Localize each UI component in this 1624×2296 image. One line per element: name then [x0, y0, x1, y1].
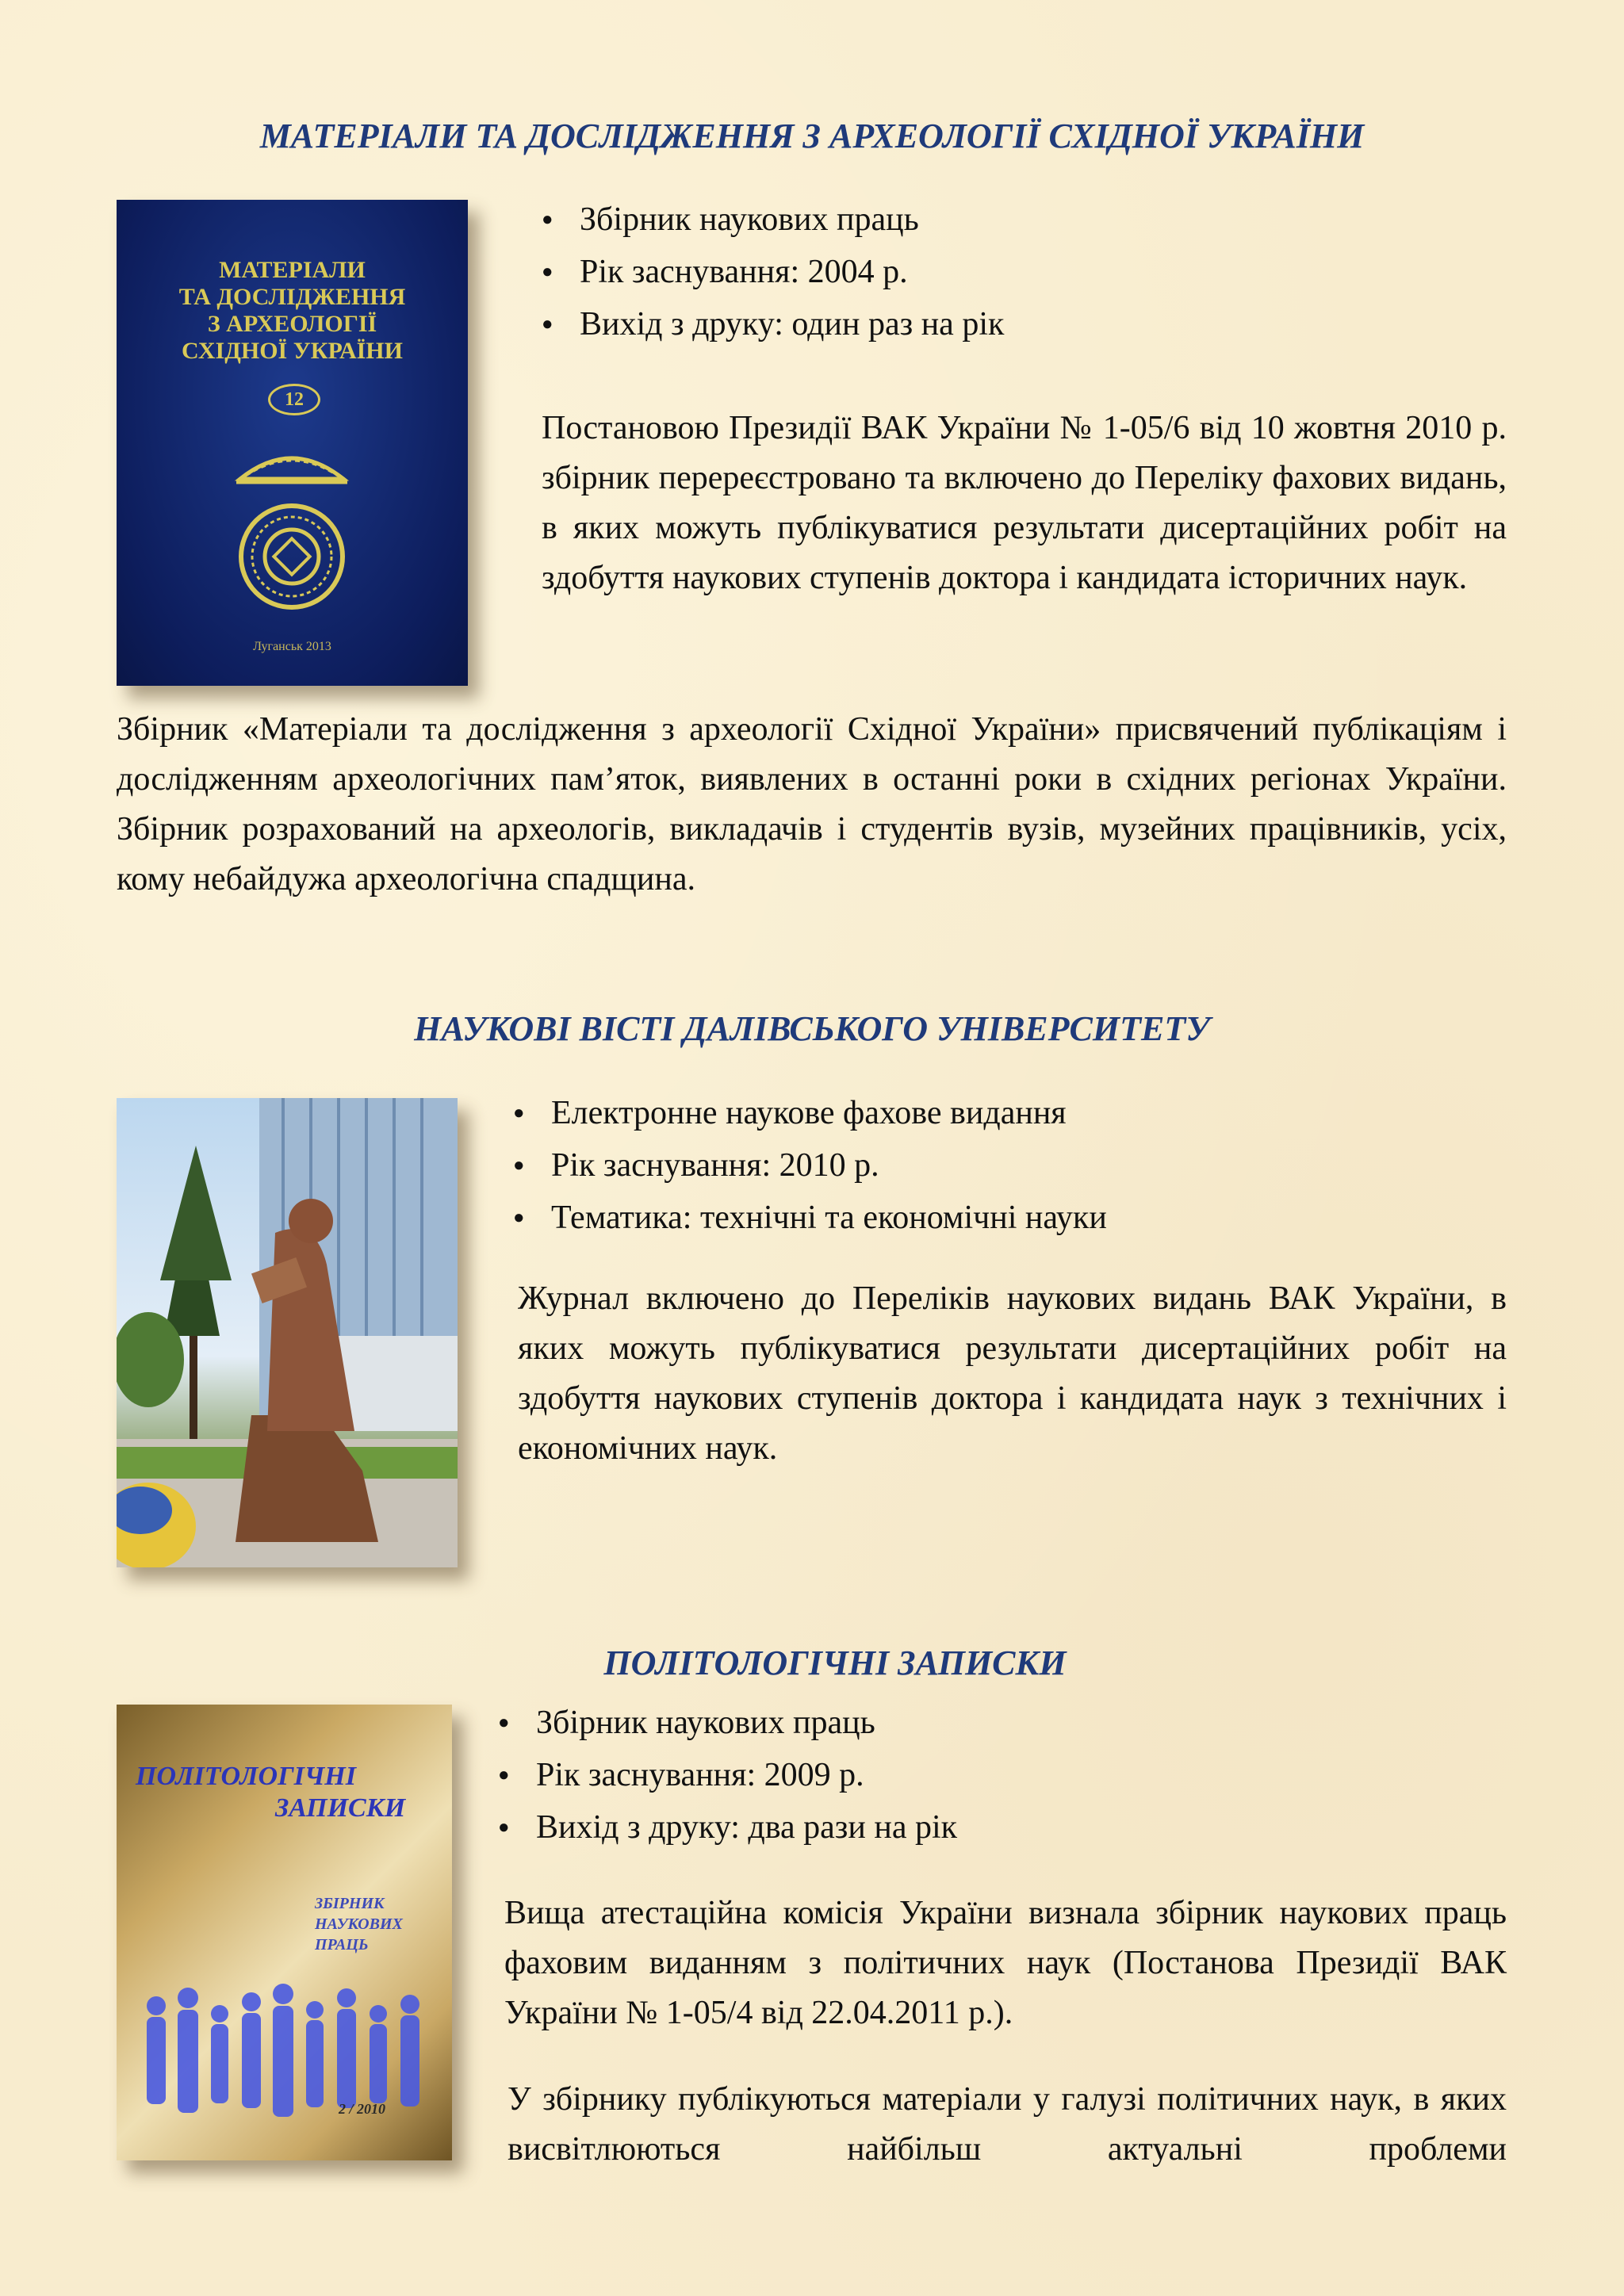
- cover-subtitle-line: НАУКОВИХ: [315, 1915, 403, 1933]
- list-item: ● Тематика: технічні та економічні науки: [513, 1192, 1107, 1244]
- cover-issue: 2 / 2010: [339, 2101, 386, 2117]
- section2-title: НАУКОВІ ВІСТІ ДАЛІВСЬКОГО УНІВЕРСИТЕТУ: [414, 1009, 1210, 1048]
- cover-title-line: ЗАПИСКИ: [275, 1793, 406, 1823]
- cover-subtitle-line: ЗБІРНИК: [315, 1895, 385, 1912]
- list-item: ● Рік заснування: 2004 р.: [542, 246, 1004, 298]
- list-item: ● Електронне наукове фахове видання: [513, 1087, 1107, 1139]
- cover-issue-badge: [268, 384, 320, 415]
- cover-subtitle-line: ПРАЦЬ: [315, 1936, 369, 1954]
- cover-title-line: СХІДНОЇ УКРАЇНИ: [182, 338, 403, 364]
- cover-footer: Луганськ 2013: [253, 640, 331, 653]
- list-item: ● Вихід з друку: один раз на рік: [542, 298, 1004, 350]
- list-item: ● Рік заснування: 2009 р.: [498, 1749, 957, 1801]
- cover-issue-number: 12: [285, 389, 304, 410]
- cover-title-line: ПОЛІТОЛОГІЧНІ: [136, 1762, 356, 1791]
- ornament-icon: [228, 438, 355, 620]
- section1-bullets: [542, 193, 1004, 350]
- people-silhouettes-icon: [132, 1974, 442, 2125]
- section1-description: Збірник «Матеріали та дослідження з археології Східної України» присвячений публікаціям і дослідженням археологічних пам’яток, виявлених в останні роки в східних регіонах України. Збірник розрахований на археологів, викладачів і студентів вузів, музейних працівників, усіх, кому небайдужа археологічна спадщина.: [117, 711, 1507, 897]
- section3-title: ПОЛІТОЛОГІЧНІ ЗАПИСКИ: [603, 1644, 1067, 1682]
- cover-title-line: МАТЕРІАЛИ: [219, 257, 366, 283]
- monument-photo-graphic: [117, 1098, 458, 1567]
- section3-bullets: [498, 1697, 957, 1854]
- section2-bullets: [513, 1087, 1107, 1244]
- book-cover-archaeology: [117, 200, 468, 686]
- cover-title-line: З АРХЕОЛОГІЇ: [207, 311, 377, 337]
- list-item: ● Рік заснування: 2010 р.: [513, 1139, 1107, 1192]
- list-item: ● Збірник наукових праць: [542, 193, 1004, 246]
- list-item: ● Збірник наукових праць: [498, 1697, 957, 1749]
- cover-title-line: ТА ДОСЛІДЖЕННЯ: [178, 284, 406, 310]
- section1-paragraph: Постановою Президії ВАК України № 1-05/6 від 10 жовтня 2010 р. збірник перереєстровано та включено до Переліку фахових видань, в яких можуть публікуватися результати дисертаційних робіт на здобуття наукових ступенів доктора і кандидата історичних наук.: [542, 410, 1507, 596]
- photo-university-monument: [117, 1098, 458, 1567]
- book-cover-politology: [117, 1705, 452, 2160]
- list-item: ● Вихід з друку: два рази на рік: [498, 1801, 957, 1854]
- section1-title: МАТЕРІАЛИ ТА ДОСЛІДЖЕННЯ З АРХЕОЛОГІЇ СХІДНОЇ УКРАЇНИ: [259, 117, 1365, 155]
- section3-paragraph2: У збірнику публікуються матеріали у галузі політичних наук, в яких висвітлюються найбільш актуальні проблеми: [508, 2081, 1507, 2168]
- section2-paragraph: Журнал включено до Переліків наукових видань ВАК України, в яких можуть публікуватися результати дисертаційних робіт на здобуття наукових ступенів доктора і кандидата наук з технічних і економічних наук.: [518, 1280, 1507, 1467]
- section3-paragraph1: Вища атестаційна комісія України визнала збірник наукових праць фаховим виданням з політичних наук (Постанова Президії ВАК України № 1-05/4 від 22.04.2011 р.).: [504, 1895, 1507, 2031]
